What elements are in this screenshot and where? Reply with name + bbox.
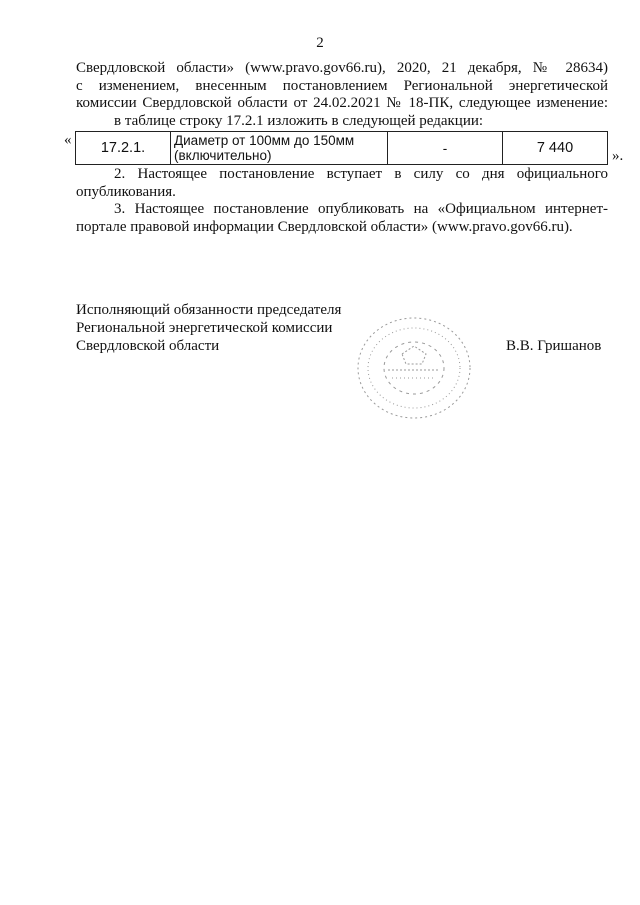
signatory-title-line-3: Свердловской области	[76, 338, 220, 354]
signatory-title-line-2: Региональной энергетической комиссии	[76, 320, 333, 336]
paragraph-1-line-3: комиссии Свердловской области от 24.02.2021 № 18-ПК, следующее изменение:	[76, 95, 608, 111]
row-description-line-2: (включительно)	[174, 148, 272, 163]
paragraph-2-line-2: опубликования.	[76, 183, 176, 200]
paragraph-2	[76, 166, 608, 201]
signatory-title	[76, 301, 341, 355]
paragraph-1-line-2: с изменением, внесенным постановлением Региональной энергетической	[76, 77, 608, 94]
paragraph-1-line-1: Свердловской области» (www.pravo.gov66.ru), 2020, 21 декабря, № 28634)	[76, 60, 608, 76]
paragraph-3-line-2: портале правовой информации Свердловской области» (www.pravo.gov66.ru).	[76, 218, 573, 235]
row-number-cell: 17.2.1.	[76, 132, 171, 165]
signatory-title-line-1: Исполняющий обязанности председателя	[76, 302, 342, 318]
table-quote-close: ».	[612, 148, 624, 164]
tariff-table	[75, 131, 608, 165]
row-value-cell: 7 440	[503, 132, 608, 165]
paragraph-2-line-1: 2. Настоящее постановление вступает в силу со дня официального	[114, 166, 608, 182]
paragraph-1-line-4: в таблице строку 17.2.1 изложить в следующей редакции:	[114, 112, 484, 129]
paragraph-1	[76, 60, 608, 130]
signatory-name: В.В. Гришанов	[506, 338, 602, 354]
official-stamp-icon	[352, 312, 476, 424]
row-description-cell	[171, 132, 388, 165]
row-dash-cell: -	[388, 132, 503, 165]
paragraph-3-line-1: 3. Настоящее постановление опубликовать на «Официальном интернет-	[114, 201, 608, 217]
paragraph-3	[76, 201, 608, 236]
table-row	[76, 132, 608, 165]
page-number: 2	[316, 35, 324, 51]
table-quote-open: «	[64, 132, 72, 148]
row-description-line-1: Диаметр от 100мм до 150мм	[174, 133, 355, 148]
